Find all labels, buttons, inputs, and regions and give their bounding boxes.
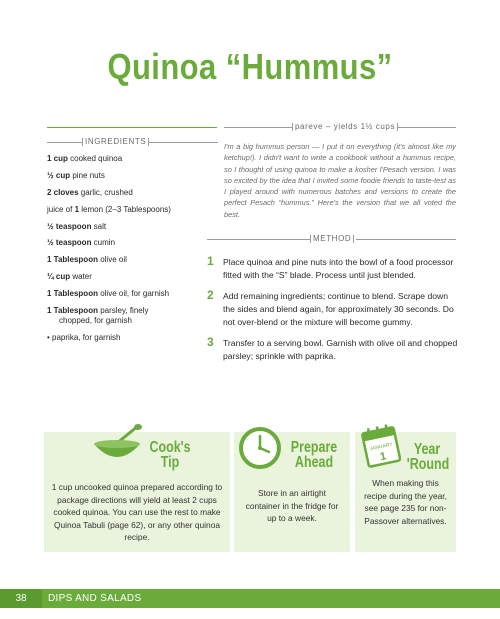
step-number: 2 (207, 288, 214, 302)
step-number: 1 (207, 254, 214, 268)
calendar-day: 1 (379, 450, 388, 464)
cooks-tip-box (44, 432, 230, 552)
header-rule (47, 127, 217, 128)
ingredient-item: 1 Tablespoon olive oil, for garnish (47, 289, 170, 299)
ingredient-item: 1 Tablespoon olive oil (47, 255, 127, 265)
ingredient-item: ½ cup pine nuts (47, 170, 105, 180)
section-name: DIPS AND SALADS (48, 593, 142, 604)
prepare-ahead-box (234, 432, 350, 552)
step-text: Transfer to a serving bowl. Garnish with olive oil and chopped parsley; sprinkle with paprika. (223, 338, 458, 361)
yield-label: pareve – yields 1½ cups (292, 122, 398, 132)
step-text: Place quinoa and pine nuts into the bowl of a food processor fitted with the “S” blade. Process until just blended. (223, 257, 454, 280)
method-rule-left (207, 239, 310, 240)
method-rule-right (356, 239, 456, 240)
ingredients-rule-right (148, 142, 218, 143)
yield-rule-left (224, 127, 292, 128)
bowl-whisk-icon (90, 424, 144, 464)
recipe-title: Quinoa “Hummus” (107, 46, 393, 87)
prepare-ahead-heading: Prepare Ahead (290, 439, 338, 471)
ingredient-item: ½ teaspoon salt (47, 221, 107, 231)
step-text: Add remaining ingredients; continue to blend. Scrape down the sides and blend again, for approximately 30 seconds. Do not over-blend or the mixture will become gummy. (223, 291, 454, 327)
method-step (207, 290, 462, 329)
ingredient-item: ¼ cup water (47, 272, 92, 282)
ingredient-item: juice of 1 lemon (2–3 Tablespoons) (47, 204, 171, 214)
cooks-tip-heading: Cook's Tip (149, 439, 191, 471)
ingredient-item: 2 cloves garlic, crushed (47, 187, 133, 197)
ingredient-item: 1 Tablespoon parsley, finely chopped, for garnish (47, 306, 149, 326)
page-number: 38 (0, 589, 42, 608)
ingredient-item: • paprika, for garnish (47, 332, 121, 342)
yield-rule-right (388, 127, 456, 128)
method-step (207, 337, 462, 363)
ingredients-list (47, 154, 217, 350)
method-steps (207, 256, 462, 371)
cooks-tip-text: 1 cup uncooked quinoa prepared according to package directions will yield at least 2 cups cooked quinoa. You can use the rest to make Quinoa Tabuli (page 62), or any other quinoa recipe. (51, 482, 223, 543)
calendar-icon (361, 424, 401, 468)
ingredients-label: INGREDIENTS (82, 137, 149, 147)
ingredients-rule-left (47, 142, 83, 143)
calendar-month: JANUARY (369, 441, 394, 453)
recipe-intro: I'm a big hummus person — I put it on everything (it's almost like my ketchup!). I didn't want to write a cookbook without a hummus recipe, so I thought of using quinoa to make a kosher l'Pesach version. I was so excited by the idea that I invited some foodie friends to taste-test as I played around with numerous batches and versions to create the perfect Pesach “hummus.” Here's the version that we all voted the best. (224, 142, 456, 219)
ingredient-item: 1 cup cooked quinoa (47, 154, 123, 163)
prepare-ahead-text: Store in an airtight container in the fridge for up to a week. (245, 488, 339, 524)
ingredient-item: ½ teaspoon cumin (47, 238, 116, 248)
method-step (207, 256, 462, 282)
clock-icon (238, 426, 282, 470)
method-label: METHOD (310, 234, 354, 244)
year-round-text: When making this recipe during the year, see page 235 for non-Passover alternatives. (364, 478, 447, 526)
step-number: 3 (207, 335, 214, 349)
year-round-box (355, 432, 456, 552)
year-round-heading: Year 'Round (406, 441, 450, 473)
